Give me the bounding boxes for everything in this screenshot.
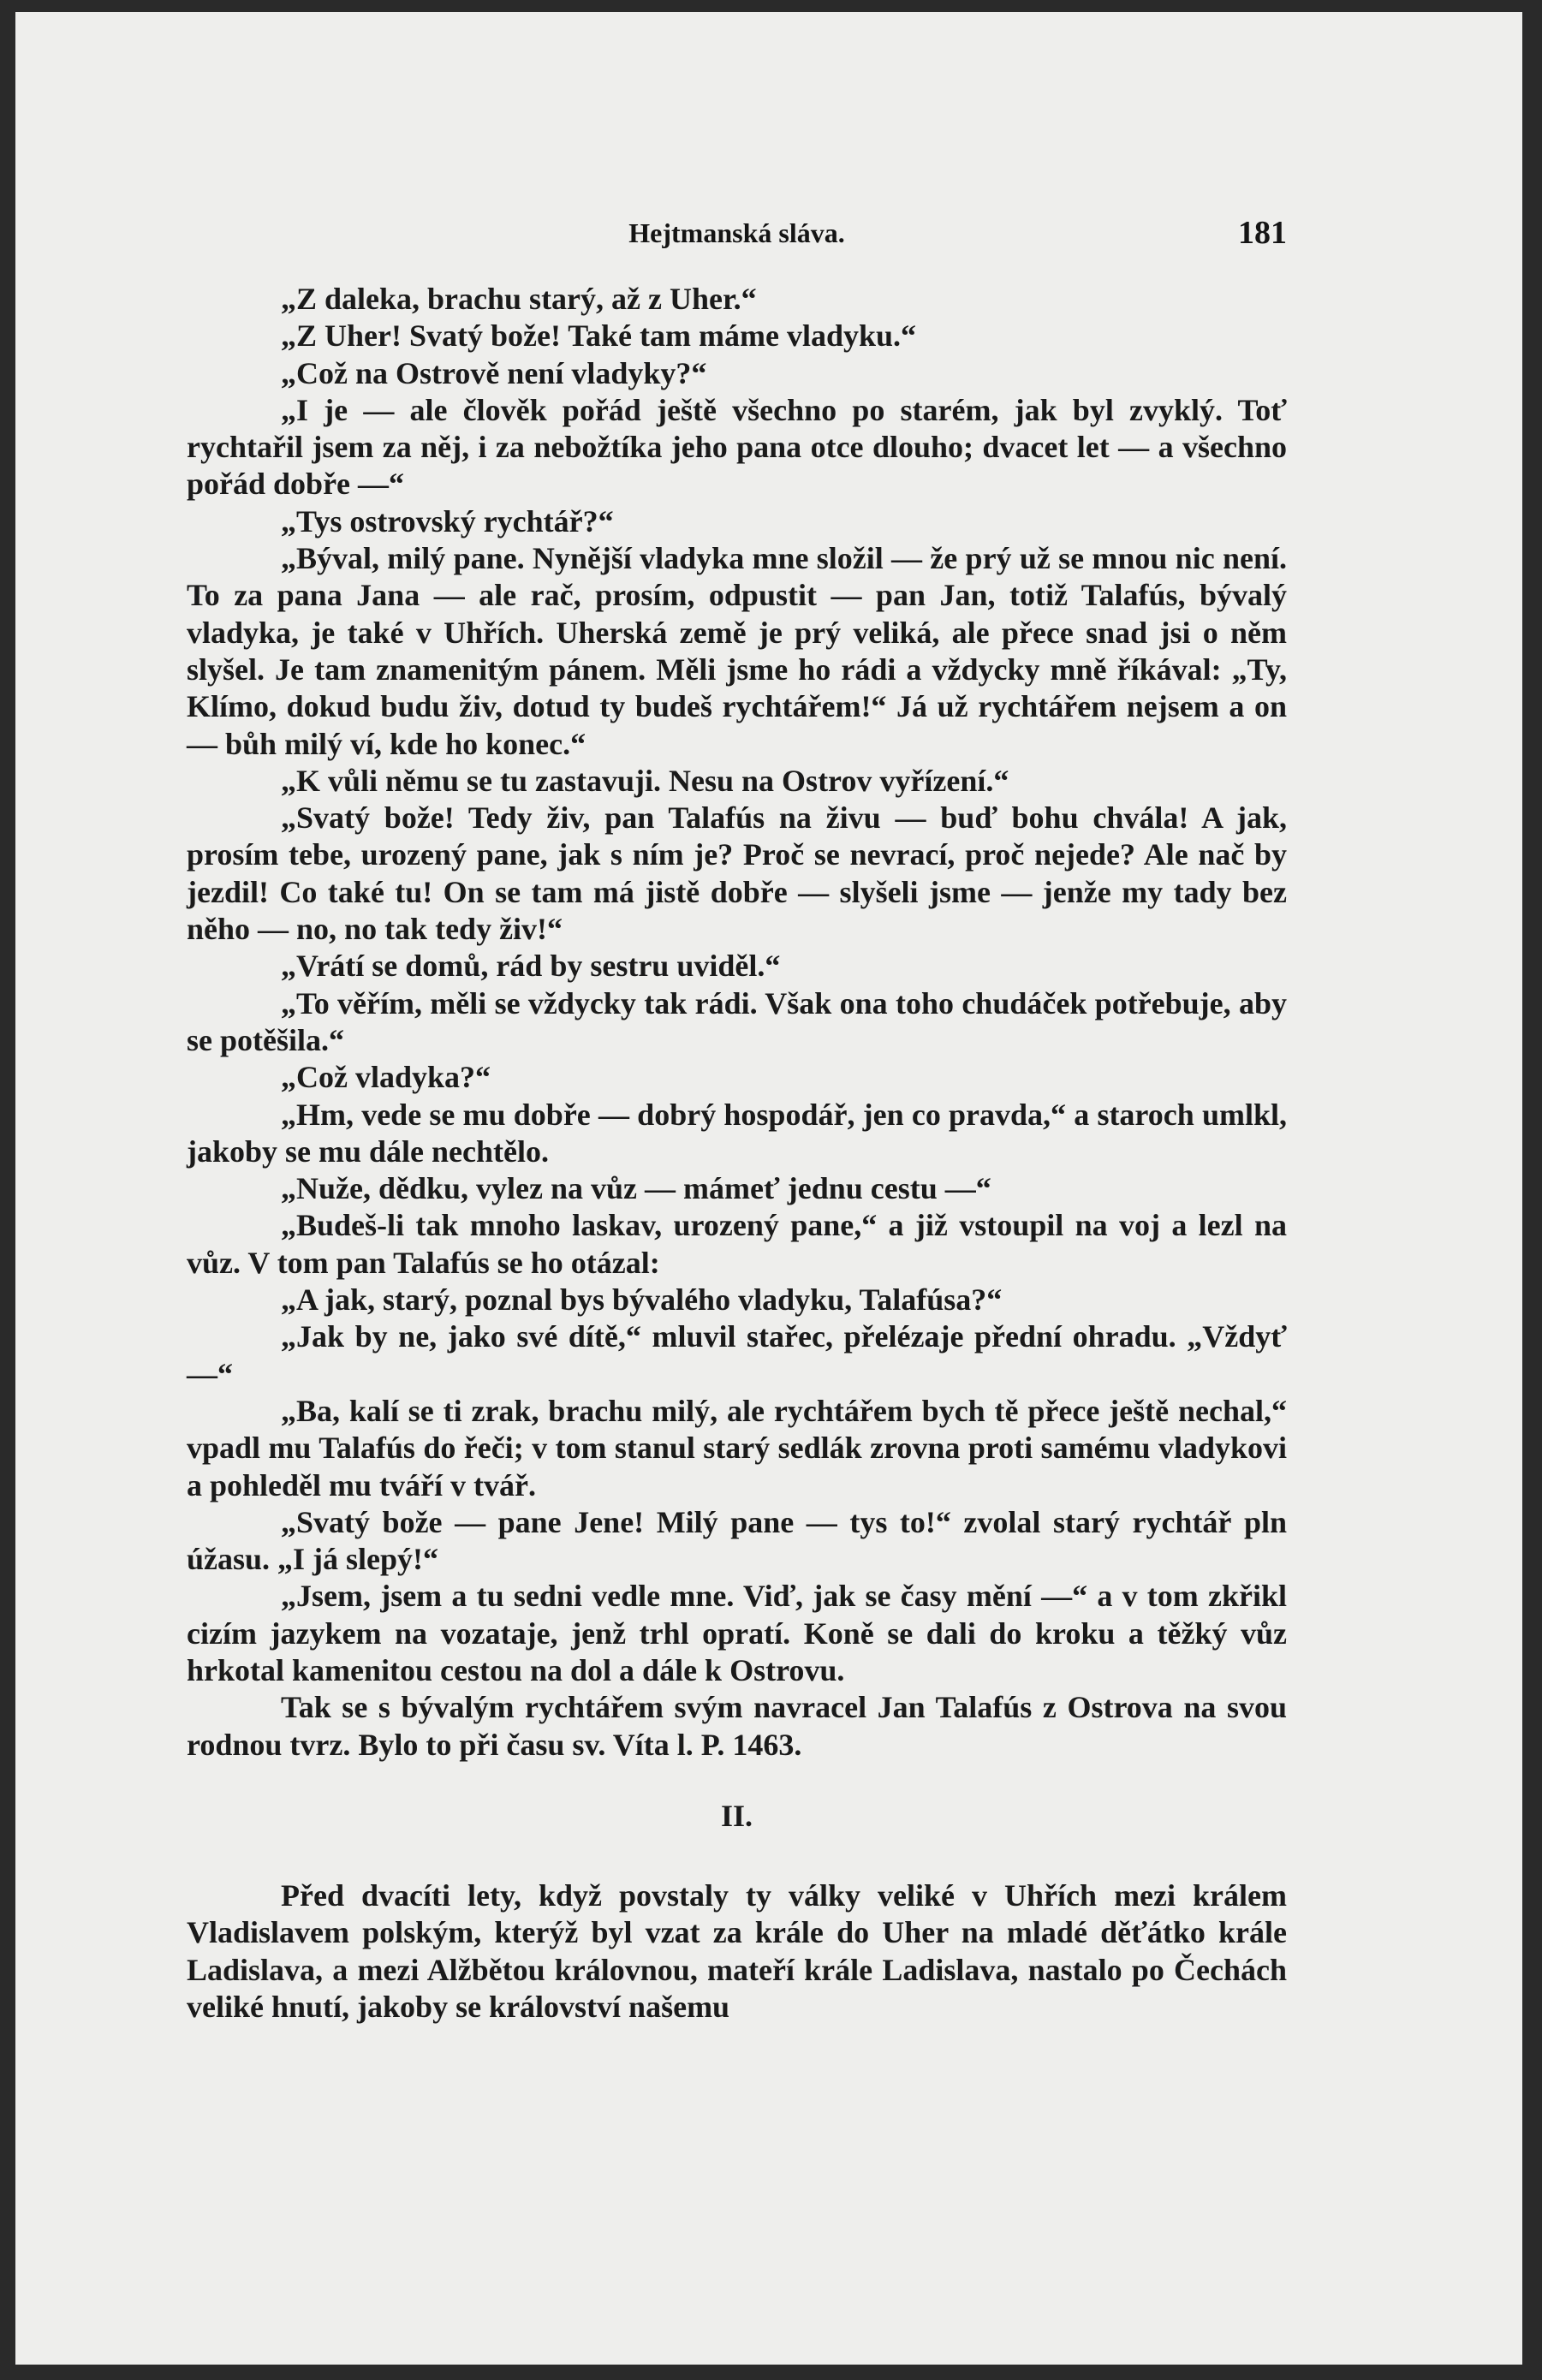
paragraph: „Svatý bože — pane Jene! Milý pane — tys to!“ zvolal starý rychtář pln úžasu. „I já slepý!“ [187,1504,1287,1577]
paragraph: Před dvacíti lety, když povstaly ty války veliké v Uhřích mezi králem Vladislavem polským, kterýž byl vzat za krále do Uher na mladé děťátko krále Ladislava, a mezi Alžbětou královnou, mateří krále Ladislava, nastalo po Čechách veliké hnutí, jakoby se království našemu [187,1878,1287,2025]
page-number: 181 [1238,215,1287,251]
paragraph: „Hm, vede se mu dobře — dobrý hospodář, jen co pravda,“ a staroch umlkl, jakoby se mu dále nechtělo. [187,1097,1287,1169]
paragraph: „Svatý bože! Tedy živ, pan Talafús na živu — buď bohu chvála! A jak, prosím tebe, urozený pane, jak s ním je? Proč se nevrací, proč nejede? Ale nač by jezdil! Co také tu! On se tam má jistě dobře — slyšeli jsme — jenže my tady bez něho — no, no tak tedy živ!“ [187,800,1287,947]
paragraph: „Budeš-li tak mnoho laskav, urozený pane,“ a již vstoupil na voj a lezl na vůz. V tom pan Talafús se ho otázal: [187,1208,1287,1280]
section-heading: II. [720,1798,753,1833]
paragraph: „Vrátí se domů, rád by sestru uviděl.“ [281,949,781,984]
running-title: Hejtmanská sláva. [628,217,845,248]
paragraph: „Což vladyka?“ [281,1060,491,1095]
paragraph: „Býval, milý pane. Nynější vladyka mne složil — že prý už se mnou nic není. To za pana Jana — ale rač, prosím, odpustit — pan Jan, totiž Talafús, bývalý vladyka, je také v Uhřích. Uherská země je prý veliká, ale přece snad jsi o něm slyšel. Je tam znamenitým pánem. Měli jsme ho rádi a vždycky mně říkával: „Ty, Klímo, dokud budu živ, dotud ty budeš rychtářem!“ Já už rychtářem nejsem a on — bůh milý ví, kde ho konec.“ [187,541,1287,761]
paragraph: Tak se s bývalým rychtářem svým navracel Jan Talafús z Ostrova na svou rodnou tvrz. Bylo to při času sv. Víta l. P. 1463. [187,1690,1287,1762]
running-head [187,214,1287,265]
paragraph: „Tys ostrovský rychtář?“ [281,503,614,538]
paragraph: „To věřím, měli se vždycky tak rádi. Však ona toho chudáček potřebuje, aby se potěšila.“ [187,985,1287,1057]
paragraph: „Nuže, dědku, vylez na vůz — mámeť jednu cestu —“ [281,1171,991,1206]
paragraph: „Jak by ne, jako své dítě,“ mluvil stařec, přelézaje přední ohradu. „Vždyť —“ [187,1319,1287,1391]
paragraph: „Z daleka, brachu starý, až z Uher.“ [281,282,757,316]
paragraph: „Ba, kalí se ti zrak, brachu milý, ale rychtářem bych tě přece ještě nechal,“ vpadl mu Talafús do řeči; v tom stanul starý sedlák zrovna proti samému vladykovi a pohleděl mu tváří v tvář. [187,1393,1287,1502]
paragraph: „I je — ale člověk pořád ještě všechno po starém, jak byl zvyklý. Toť rychtařil jsem za něj, i za nebožtíka jeho pana otce dlouho; dvacet let — a všechno pořád dobře —“ [187,392,1287,502]
paragraph: „K vůli němu se tu zastavuji. Nesu na Ostrov vyřízení.“ [281,763,1009,798]
paragraph: „Což na Ostrově není vladyky?“ [281,355,707,390]
paragraph: „A jak, starý, poznal bys bývalého vladyku, Talafúsa?“ [281,1282,1003,1318]
book-page [15,12,1522,2365]
paragraph: „Z Uher! Svatý bože! Také tam máme vladyku.“ [281,318,917,354]
paragraph: „Jsem, jsem a tu sedni vedle mne. Viď, jak se časy mění —“ a v tom zkřikl cizím jazykem na vozataje, jenž trhl opratí. Koně se dali do kroku a těžký vůz hrkotal kamenitou cestou na dol a dále k Ostrovu. [187,1579,1287,1687]
body-text [187,281,1287,2026]
